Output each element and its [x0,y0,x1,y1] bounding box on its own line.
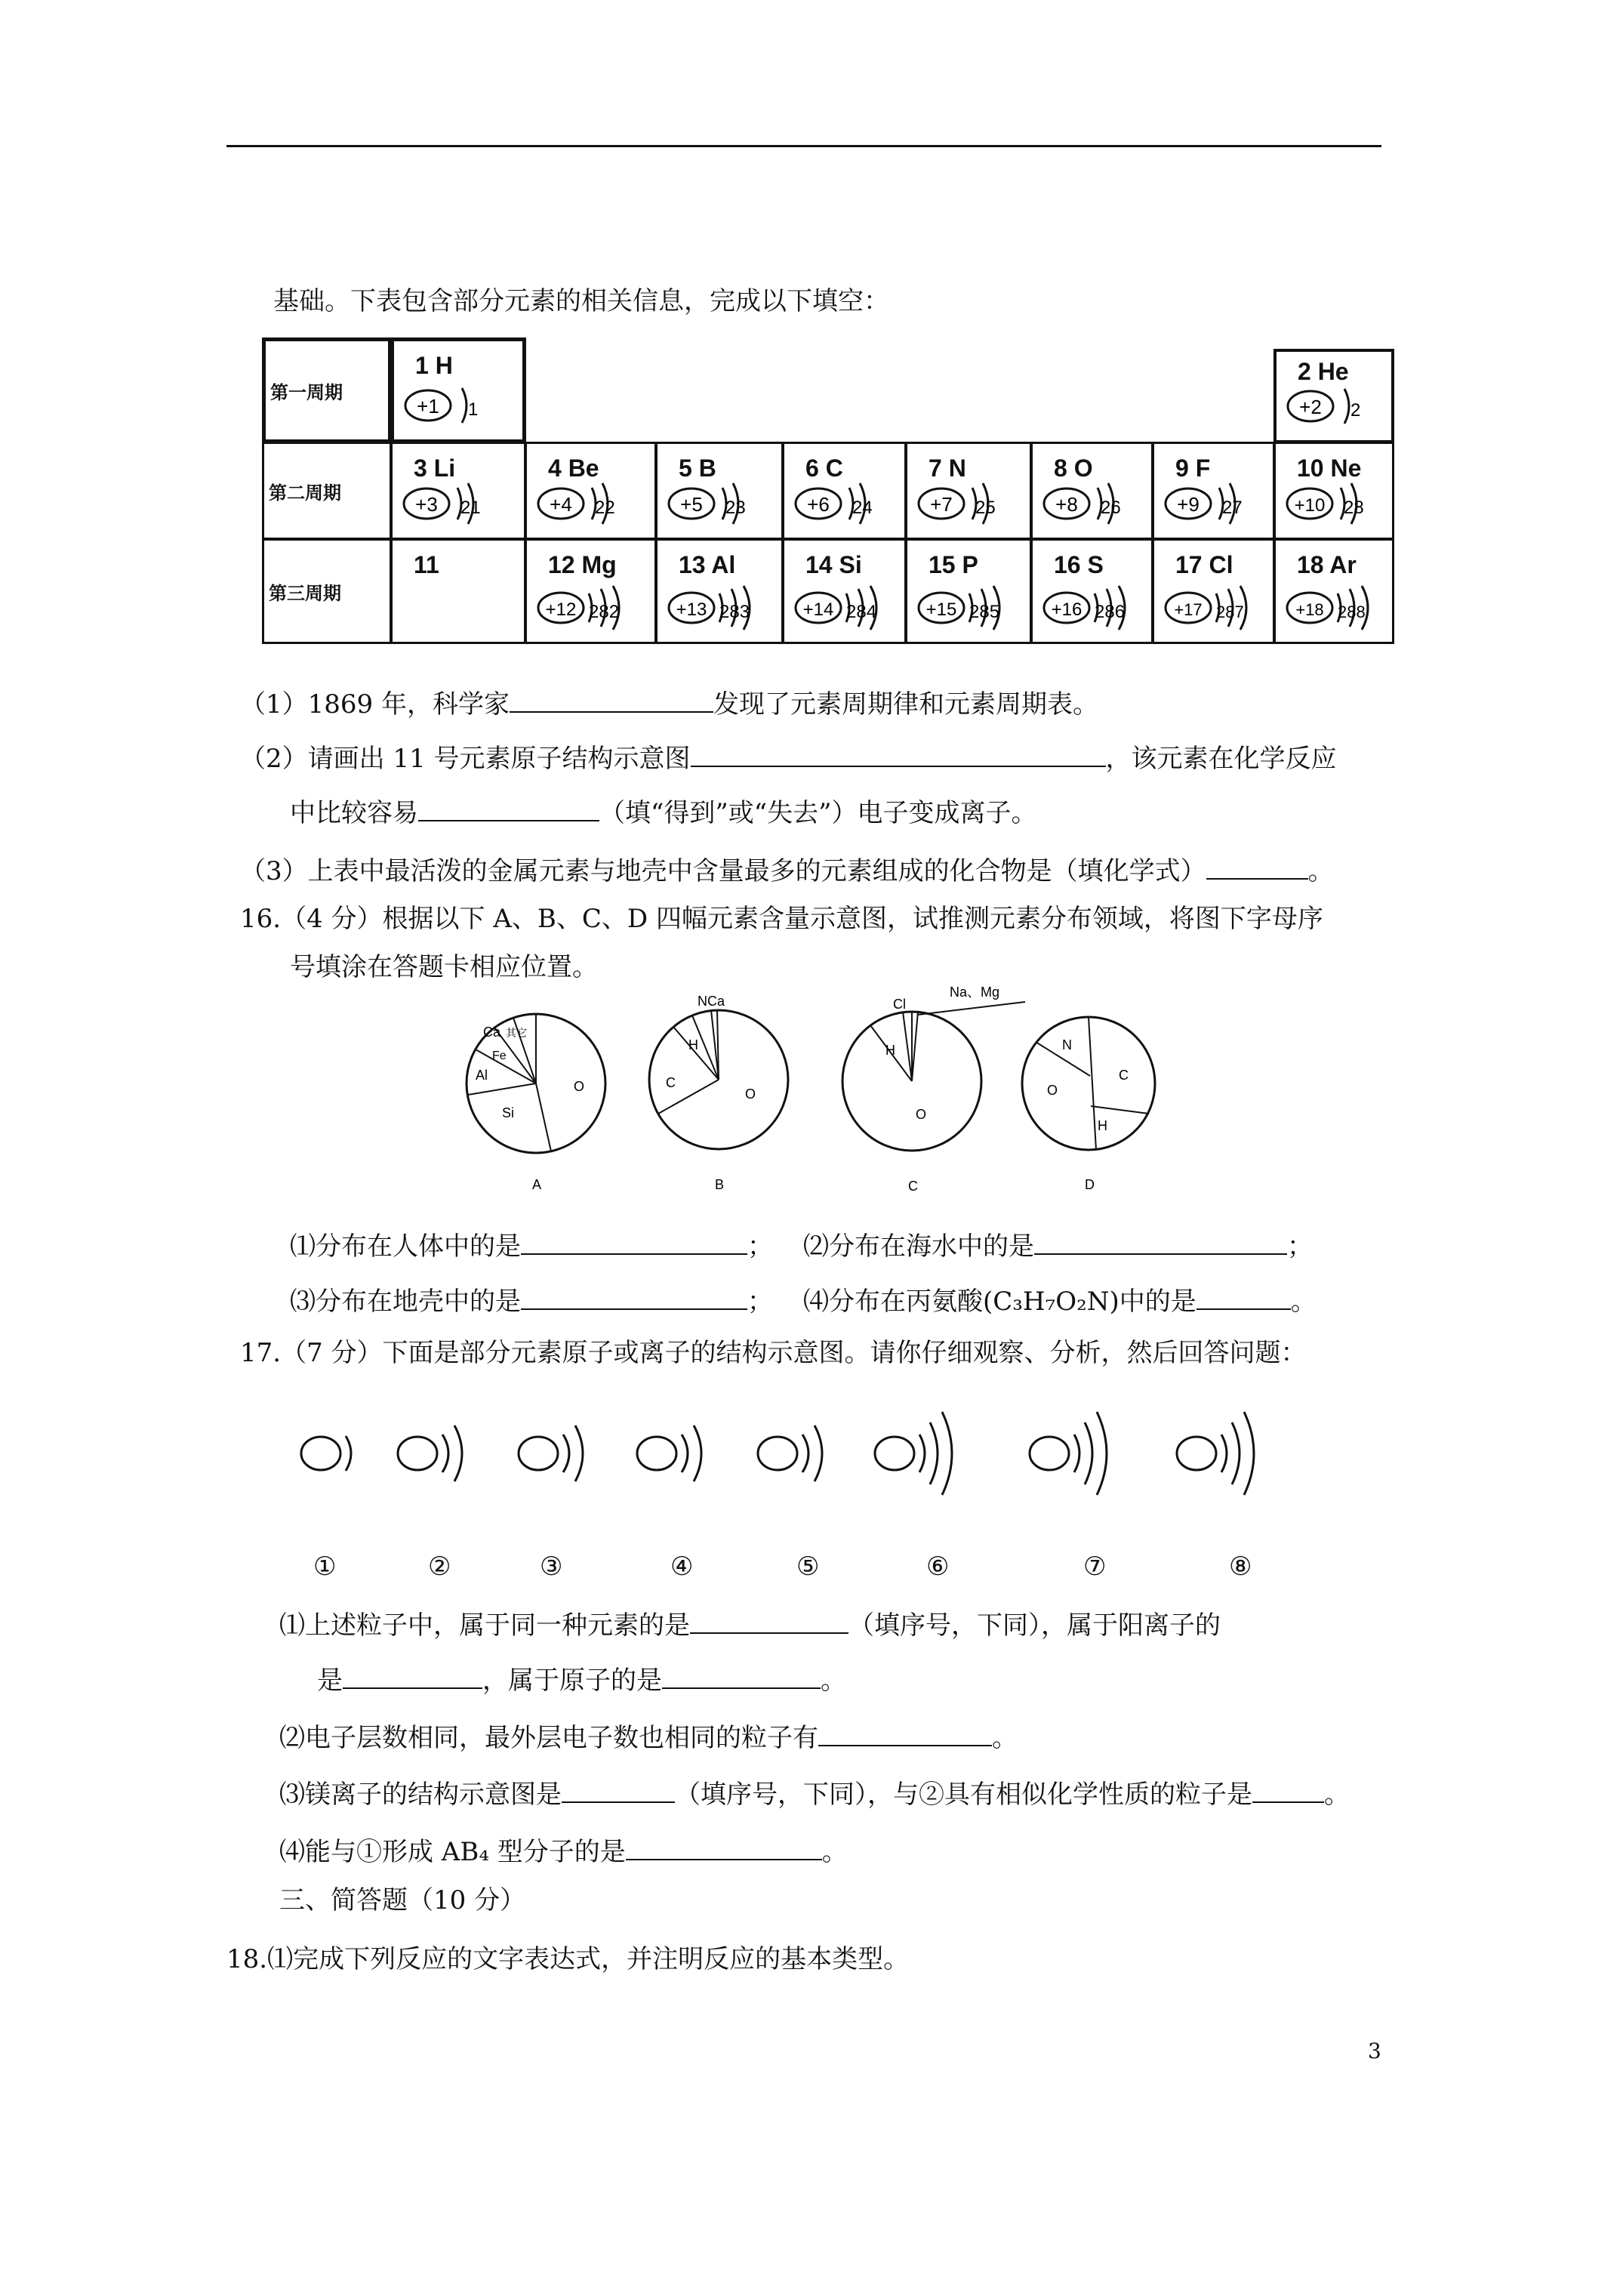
svg-text:O: O [745,1086,756,1102]
element-cell-p: 15 P +15 285 [905,538,1032,644]
svg-text:283: 283 [719,602,750,622]
svg-text:287: 287 [1216,603,1244,621]
svg-text:+17: +17 [1174,600,1203,619]
svg-text:Si: Si [502,1105,515,1120]
element-cell-ar: 18 Ar +18 288 [1273,538,1394,644]
period-label-3: 第三周期 [262,538,392,644]
element-cell-al: 13 Al +13 283 [655,538,784,644]
svg-text:21: 21 [460,498,481,518]
element-content-pie-figures [438,985,1178,1194]
svg-text:+15: +15 [925,599,957,620]
svg-text:+12: +12 [545,599,577,620]
answer-blank[interactable] [562,1779,675,1803]
svg-text:H: H [1098,1118,1107,1133]
svg-text:+2: +2 [1299,396,1322,418]
svg-text:+6: +6 [807,493,830,516]
svg-text:+5: +5 [680,493,703,516]
svg-text:23: 23 [725,498,746,518]
element-cell-f: 9 F +9 27 [1152,442,1275,540]
svg-text:其它: 其它 [506,1027,527,1039]
answer-blank[interactable] [521,1231,747,1255]
answer-blank[interactable] [1252,1779,1324,1803]
svg-text:Al: Al [476,1068,488,1083]
period-label-2: 第二周期 [262,442,392,540]
svg-text:H: H [688,1037,698,1052]
pie-c-label: C [908,1179,918,1194]
header-rule [226,145,1381,147]
page-number: 3 [1368,2039,1381,2063]
svg-text:O: O [1047,1083,1058,1098]
q15-part1: （1）1869 年，科学家 发现了元素周期律和元素周期表。 [240,689,1098,720]
answer-blank[interactable] [626,1836,822,1860]
element-cell-c: 6 C +6 24 [782,442,907,540]
svg-text:Cl: Cl [893,997,906,1012]
q16-answers-2: ⑶分布在地壳中的是 ； ⑷分布在丙氨酸(C₃H₇O₂N)中的是 。 [290,1287,1317,1317]
svg-text:+3: +3 [415,493,438,516]
svg-text:+18: +18 [1295,600,1324,619]
pie-b-label: B [715,1177,725,1192]
svg-text:+1: +1 [417,395,439,418]
svg-text:24: 24 [852,498,873,518]
svg-text:+7: +7 [930,493,953,516]
svg-text:Na、Mg: Na、Mg [950,985,1000,1000]
pie-a [467,1014,605,1192]
element-cell-n: 7 N +7 25 [905,442,1032,540]
svg-text:C: C [1119,1068,1129,1083]
q15-part3: （3）上表中最活泼的金属元素与地壳中含量最多的元素组成的化合物是（填化学式） 。 [240,856,1334,886]
atom-diagram-h [402,379,507,432]
svg-text:O: O [916,1107,927,1122]
particle-structure-diagrams [287,1389,1344,1510]
q16-stem-1: 16.（4 分）根据以下 A、B、C、D 四幅元素含量示意图，试推测元素分布领域，将图下字母序 [240,904,1323,934]
element-cell-s: 16 S +16 286 [1030,538,1153,644]
svg-text:+4: +4 [550,493,572,516]
q18-stem: 18.⑴完成下列反应的文字表达式，并注明反应的基本类型。 [226,1944,910,1974]
svg-text:+16: +16 [1051,599,1083,620]
answer-blank[interactable] [1196,1286,1291,1310]
svg-text:+13: +13 [676,599,707,620]
svg-text:H: H [885,1043,895,1058]
atom-diagram-he [1284,380,1390,433]
q16-answers-1: ⑴分布在人体中的是 ； ⑵分布在海水中的是 ； [290,1231,1313,1262]
element-cell-si: 14 Si +14 284 [782,538,907,644]
q17-line4: ⑶镁离子的结构示意图是 （填序号，下同），与②具有相似化学性质的粒子是 。 [279,1780,1350,1810]
svg-text:284: 284 [846,602,877,622]
q16-stem-2: 号填涂在答题卡相应位置。 [290,952,598,982]
element-cell-mg: 12 Mg +12 282 [525,538,657,644]
svg-text:C: C [666,1075,676,1090]
svg-text:Ca: Ca [483,1025,501,1040]
answer-blank[interactable] [818,1722,992,1746]
svg-text:26: 26 [1101,498,1121,518]
svg-text:N: N [1062,1037,1072,1052]
pie-d-label: D [1085,1177,1095,1192]
svg-text:28: 28 [1344,498,1364,518]
svg-text:25: 25 [975,498,996,518]
pie-b [649,994,788,1192]
answer-blank[interactable] [343,1665,482,1689]
q17-stem: 17.（7 分）下面是部分元素原子或离子的结构示意图。请你仔细观察、分析，然后回答问题： [240,1338,1307,1368]
svg-text:O: O [574,1079,585,1094]
element-cell-h: 1 H +1 1 [390,337,526,443]
q15-part2-cont: 中比较容易 （填“得到”或“失去”）电子变成离子。 [290,798,1037,828]
element-cell-li: 3 Li +3 21 [390,442,526,540]
svg-text:+10: +10 [1294,495,1326,516]
svg-text:22: 22 [595,498,615,518]
q15-part2: （2）请画出 11 号元素原子结构示意图 ，该元素在化学反应 [240,744,1337,774]
section-3-heading: 三、简答题（10 分） [279,1885,526,1915]
element-cell-cl: 17 Cl +17 287 [1152,538,1275,644]
answer-blank[interactable] [691,743,1106,767]
pie-a-label: A [532,1177,542,1192]
element-cell-be: 4 Be +4 22 [525,442,657,540]
answer-blank[interactable] [510,689,713,713]
svg-text:2: 2 [1350,400,1361,421]
answer-blank[interactable] [521,1286,747,1310]
element-cell-11: 11 [390,538,526,644]
pie-d [1022,1017,1155,1192]
svg-text:286: 286 [1095,602,1126,622]
answer-blank[interactable] [418,797,599,821]
answer-blank[interactable] [662,1665,821,1689]
pie-c [842,985,1025,1194]
element-cell-b: 5 B +5 23 [655,442,784,540]
intro-text: 基础。下表包含部分元素的相关信息，完成以下填空： [273,286,889,316]
q17-line1: ⑴上述粒子中，属于同一种元素的是 （填序号，下同），属于阳离子的 [279,1610,1221,1641]
element-cell-ne: 10 Ne +10 28 [1273,442,1394,540]
answer-blank[interactable] [690,1610,848,1634]
period-label-1: 第一周期 [262,337,392,443]
svg-text:+14: +14 [802,599,834,620]
q17-line3: ⑵电子层数相同，最外层电子数也相同的粒子有 。 [279,1723,1018,1753]
element-cell-o: 8 O +8 26 [1030,442,1153,540]
svg-text:285: 285 [969,602,1000,622]
q17-line2: 是 ，属于原子的是 。 [317,1666,846,1696]
answer-blank[interactable] [1206,855,1308,880]
svg-text:282: 282 [589,602,620,622]
svg-text:+8: +8 [1055,493,1078,516]
svg-text:NCa: NCa [698,994,725,1009]
answer-blank[interactable] [1034,1231,1287,1255]
element-cell-he: 2 He +2 2 [1273,349,1394,443]
svg-text:27: 27 [1222,498,1243,518]
svg-text:288: 288 [1338,603,1366,621]
svg-text:1: 1 [468,399,479,420]
q17-line5: ⑷能与①形成 AB₄ 型分子的是 。 [279,1837,848,1867]
svg-text:Fe: Fe [492,1049,507,1062]
svg-text:+9: +9 [1177,493,1200,516]
